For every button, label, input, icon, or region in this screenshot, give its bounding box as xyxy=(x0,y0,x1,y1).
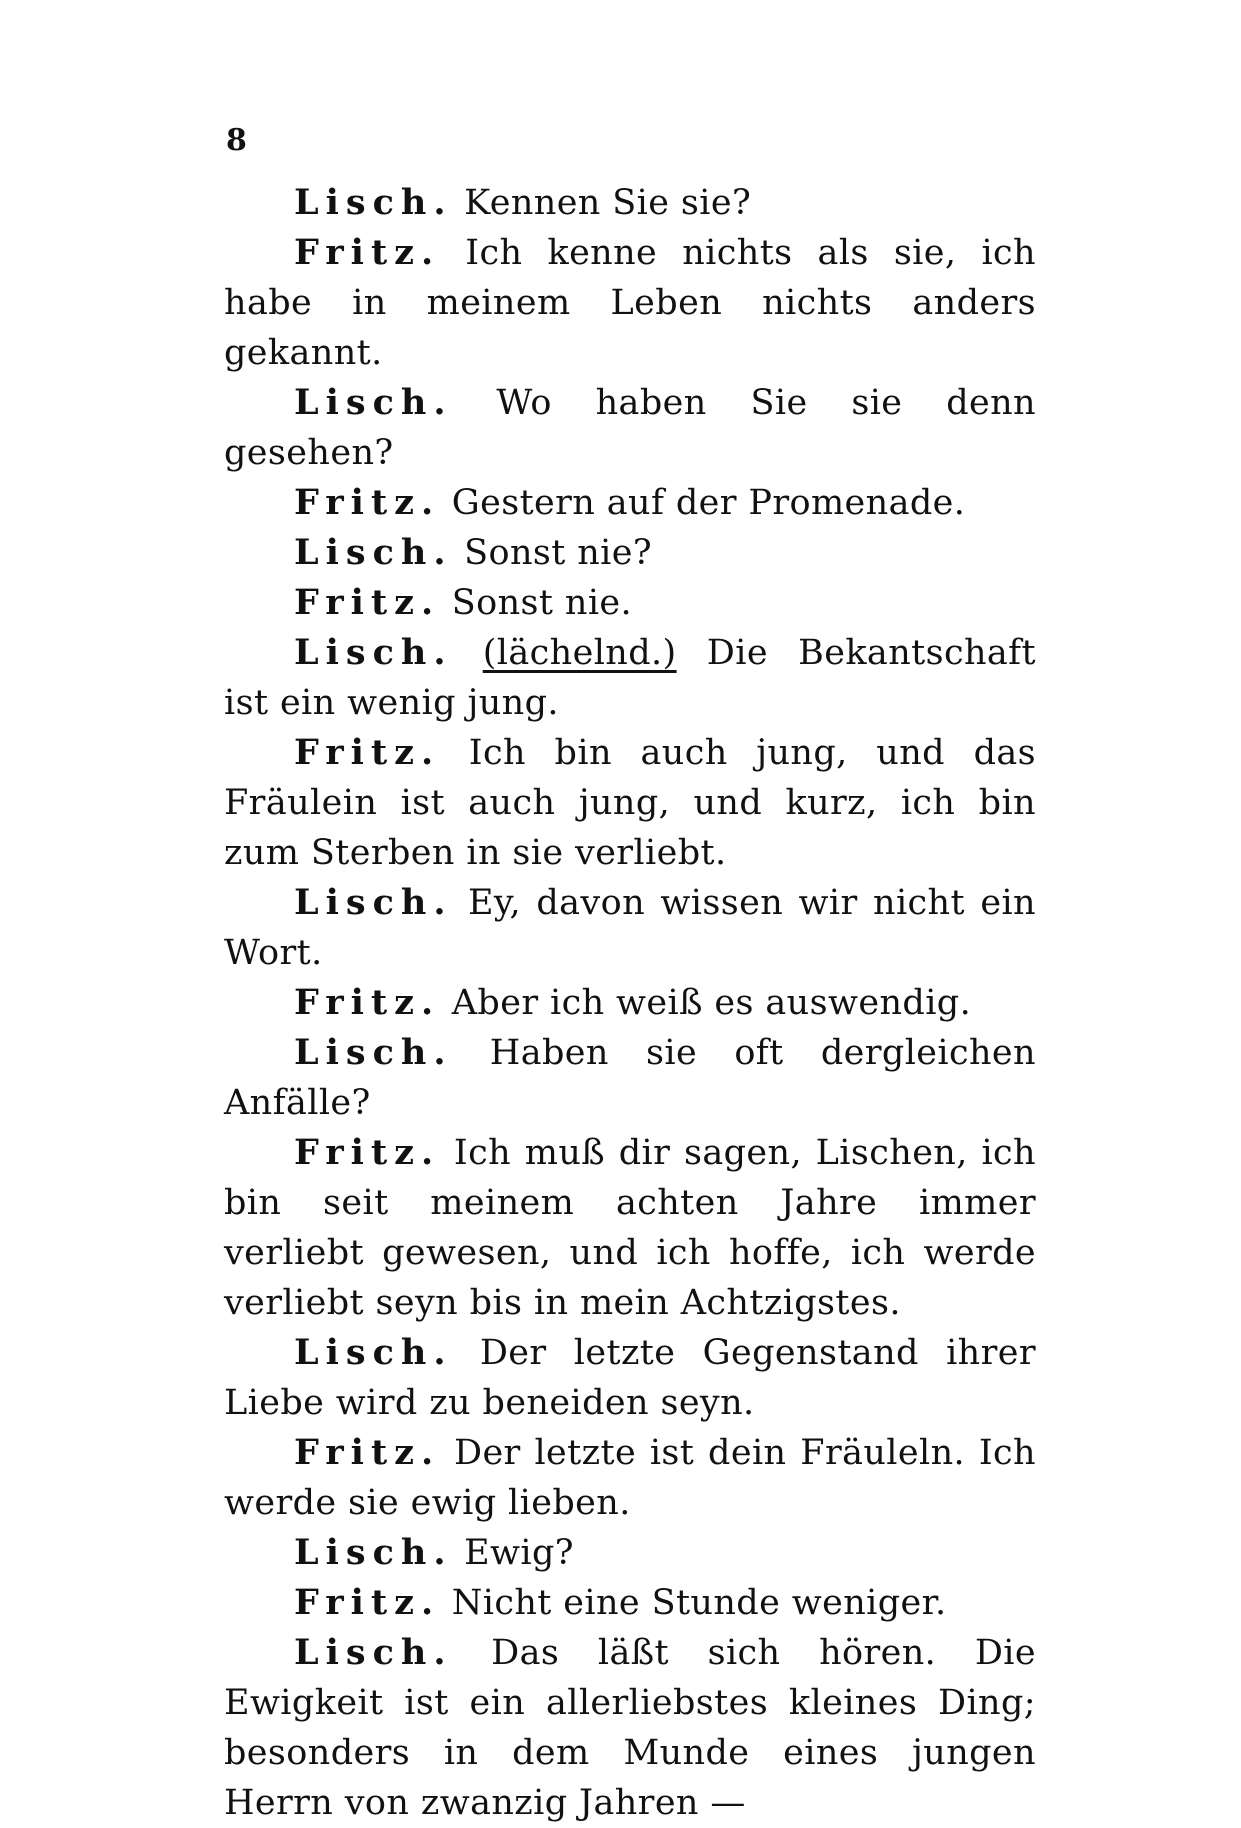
speaker-name: Fritz. xyxy=(294,1582,441,1623)
line-text: Ich bin auch jung, und das Fräulein ist auch jung, und kurz, ich bin zum Sterben in sie verliebt. xyxy=(224,733,1036,873)
dialogue-line xyxy=(224,728,1036,878)
speaker-name: Lisch. xyxy=(294,532,453,573)
line-text: Nicht eine Stunde weniger. xyxy=(451,1583,947,1623)
dialogue-line xyxy=(224,1578,1036,1628)
line-text: Ich muß dir sagen, Lischen, ich bin seit meinem achten Jahre immer verliebt gewesen, und ich hoffe, ich werde verliebt seyn bis in mein Achtzigstes. xyxy=(224,1133,1036,1323)
line-text: Ich kenne nichts als sie, ich habe in meinem Leben nichts anders gekannt. xyxy=(224,233,1036,373)
speaker-name: Lisch. xyxy=(294,182,453,223)
line-text: Sonst nie. xyxy=(451,583,633,623)
line-text: Kennen Sie sie? xyxy=(464,183,752,223)
line-text: Sonst nie? xyxy=(464,533,653,573)
dialogue-line xyxy=(224,228,1036,378)
dialogue-line xyxy=(224,1128,1036,1328)
speaker-name: Lisch. xyxy=(294,882,453,923)
line-text: Das läßt sich hören. Die Ewigkeit ist ein allerliebstes kleines Ding; besonders in dem Munde eines jungen Herrn von zwanzig Jahren — xyxy=(224,1633,1036,1823)
speaker-name: Lisch. xyxy=(294,1332,453,1373)
speaker-name: Fritz. xyxy=(294,232,441,273)
speaker-name: Lisch. xyxy=(294,1532,453,1573)
stage-direction: (lächelnd.) xyxy=(482,633,677,673)
line-text: Die Bekantschaft ist ein wenig jung. xyxy=(224,633,1037,723)
line-text: Aber ich weiß es auswendig. xyxy=(451,983,972,1023)
dialogue-line xyxy=(224,628,1036,728)
line-text: Gestern auf der Promenade. xyxy=(451,483,966,523)
speaker-name: Fritz. xyxy=(294,732,441,773)
speaker-name: Fritz. xyxy=(294,1432,441,1473)
dialogue-line xyxy=(224,378,1036,478)
line-text: Der letzte Gegenstand ihrer Liebe wird zu beneiden seyn. xyxy=(224,1333,1036,1423)
line-text: Ey, davon wissen wir nicht ein Wort. xyxy=(224,883,1036,973)
speaker-name: Lisch. xyxy=(294,382,453,423)
line-text: Wo haben Sie sie denn gesehen? xyxy=(224,383,1037,473)
dialogue-line xyxy=(224,1028,1036,1128)
speaker-name: Fritz. xyxy=(294,1132,441,1173)
speaker-name: Fritz. xyxy=(294,582,441,623)
line-text: Ewig? xyxy=(464,1533,574,1573)
dialogue-line xyxy=(224,978,1036,1028)
line-text: Haben sie oft dergleichen Anfälle? xyxy=(224,1033,1036,1123)
line-text: Der letzte ist dein Fräuleln. Ich werde sie ewig lieben. xyxy=(224,1433,1036,1523)
speaker-name: Lisch. xyxy=(294,1632,453,1673)
dialogue-line xyxy=(224,1528,1036,1578)
dialogue-line xyxy=(224,1428,1036,1528)
dialogue-line xyxy=(224,528,1036,578)
dialogue-line xyxy=(224,478,1036,528)
dialogue-line xyxy=(224,878,1036,978)
page-number: 8 xyxy=(226,123,247,158)
dialogue-line xyxy=(224,1628,1036,1828)
speaker-name: Fritz. xyxy=(294,982,441,1023)
dialogue-line xyxy=(224,1328,1036,1428)
speaker-name: Lisch. xyxy=(294,1032,453,1073)
dialogue-text xyxy=(224,178,1036,1828)
speaker-name: Fritz. xyxy=(294,482,441,523)
dialogue-line xyxy=(224,578,1036,628)
speaker-name: Lisch. xyxy=(294,632,453,673)
dialogue-line xyxy=(224,178,1036,228)
